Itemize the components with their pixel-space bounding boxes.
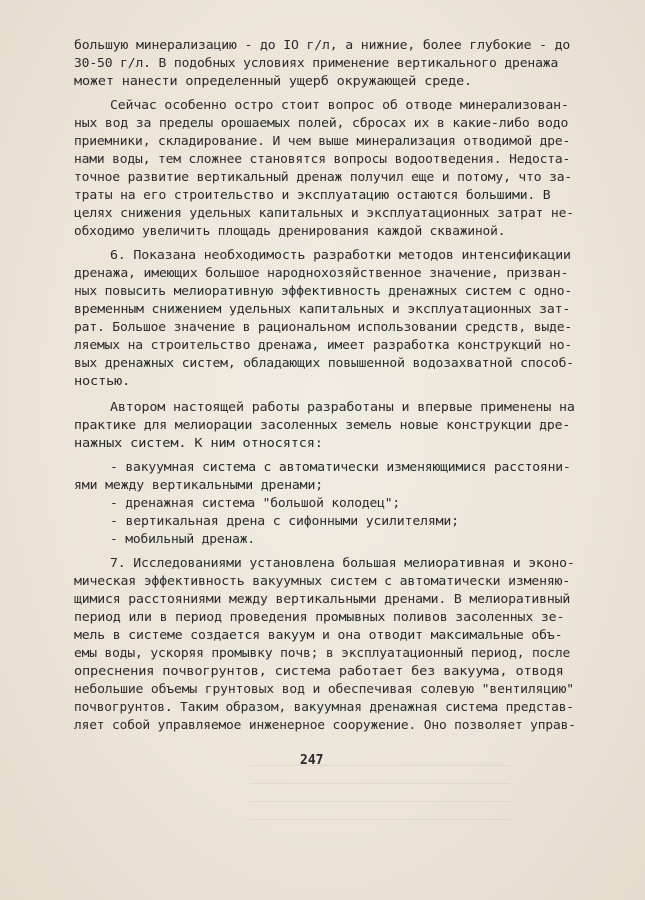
text-line: небольшие объемы грунтовых вод и обеспечивая солевую "вентиляцию": [74, 681, 575, 696]
text-line: Автором настоящей работы разработаны и впервые применены на: [110, 399, 575, 414]
text-line: - вертикальная дрена с сифонными усилителями;: [110, 513, 459, 528]
text-line: целях снижения удельных капитальных и эксплуатационных затрат не-: [74, 205, 575, 220]
text-line: траты на его строительство и эксплуатацию остаются большими. В: [74, 187, 551, 202]
text-line: ляет собой управляемое инженерное сооружение. Оно позволяет управ-: [74, 717, 576, 732]
text-line: ностью.: [74, 373, 131, 388]
text-line: может нанести определенный ущерб окружающей среде.: [74, 73, 472, 88]
text-line: практике для мелиорации засоленных земель новые конструкции дре-: [74, 417, 571, 432]
text-line: 30-50 г/л. В подобных условиях применение вертикального дренажа: [74, 55, 559, 70]
text-line: дренажа, имеющих большое народнохозяйственное значение, призван-: [74, 265, 569, 280]
text-line: емы воды, ускоряя промывку почв; в эксплуатационный период, после: [74, 645, 571, 660]
text-line: период или в период проведения промывных поливов засоленных зе-: [74, 609, 565, 624]
text-line: ных вод за пределы орошаемых полей, сбросах их в какие-либо водо: [74, 115, 569, 130]
page-number: 247: [300, 753, 324, 768]
text-line: почвогрунтов. Таким образом, вакуумная дренажная система представ-: [74, 699, 574, 714]
text-line: - вакуумная система с автоматически изменяющимися расстояни-: [110, 459, 571, 474]
text-line: нами воды, тем сложнее становятся вопросы водоотведения. Недоста-: [74, 151, 571, 166]
text-line: Сейчас особенно остро стоит вопрос об отводе минерализован-: [110, 97, 569, 112]
text-line: мель в системе создается вакуум и она отводит максимальные объ-: [74, 627, 563, 642]
text-line: 7. Исследованиями установлена большая мелиоративная и эконо-: [110, 555, 575, 570]
text-line: ных повысить мелиоративную эффективность дренажных систем с одно-: [74, 283, 573, 298]
text-line: - мобильный дренаж.: [110, 531, 256, 546]
text-line: точное развитие вертикальный дренаж получил еще и потому, что за-: [74, 169, 573, 184]
text-line: приемники, складирование. И чем выше минерализация отводимой дре-: [74, 133, 571, 148]
text-line: обходимо увеличить площадь дренирования каждой скважиной.: [74, 223, 506, 238]
text-line: большую минерализацию - до IO г/л, а нижние, более глубокие - до: [74, 37, 571, 52]
text-line: ями между вертикальными дренами;: [74, 477, 324, 492]
text-line: временным снижением удельных капитальных и эксплуатационных зат-: [74, 301, 571, 316]
text-line: - дренажная система "большой колодец";: [110, 495, 401, 510]
text-line: нажных систем. К ним относятся:: [74, 435, 323, 450]
text-line: мическая эффективность вакуумных систем с автоматически изменяю-: [74, 573, 571, 588]
text-line: вых дренажных систем, обладающих повышенной водозахватной способ-: [74, 355, 575, 370]
show-through: [250, 760, 510, 820]
text-line: опреснения почвогрунтов, система работает без вакуума, отводя: [74, 663, 564, 678]
text-line: рат. Большое значение в рациональном использовании средств, выде-: [74, 319, 573, 334]
text-line: ляемых на строительство дренажа, имеет разработка конструкций но-: [74, 337, 573, 352]
text-line: щимися расстояниями между вертикальными дренами. В мелиоративный: [74, 591, 571, 606]
text-line: 6. Показана необходимость разработки методов интенсификации: [110, 247, 571, 262]
